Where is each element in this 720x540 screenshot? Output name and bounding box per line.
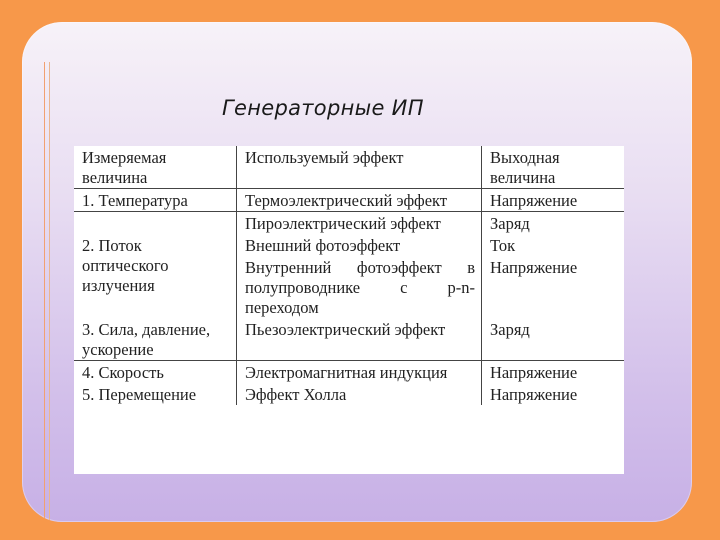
output-cell: Ток [490, 236, 516, 255]
quantity-cell: 2. Поток оптического излучения [82, 236, 169, 295]
effect-cell: Электромагнитная индукция [237, 361, 482, 384]
output-cell: Напряжение [490, 258, 578, 277]
quantity-cell: 5. Перемещение [82, 385, 197, 404]
effect-cell: Внешний фотоэффект [237, 234, 482, 256]
effect-cell: Эффект Холла [237, 383, 482, 405]
output-cell: Заряд [490, 214, 530, 233]
slide-card [22, 22, 692, 522]
output-cell: Напряжение [482, 189, 625, 212]
data-table [74, 146, 624, 474]
table-row [74, 189, 624, 212]
decorative-line [49, 62, 50, 522]
table-row [74, 318, 624, 361]
output-cell: Заряд [482, 318, 625, 361]
table-row [74, 361, 624, 384]
table-row [74, 234, 624, 256]
decorative-line [44, 62, 45, 522]
effect-cell: Пьезоэлектрический эффект [237, 318, 482, 361]
header-cell: Выходная величина [482, 146, 625, 189]
table-row [74, 212, 624, 235]
slide-title: Генераторные ИП [222, 96, 424, 120]
effect-cell: Термоэлектрический эффект [237, 189, 482, 212]
effect-cell: Пироэлектрический эффект [237, 212, 482, 235]
header-cell: Используемый эффект [237, 146, 482, 189]
output-cell: Напряжение [490, 385, 578, 404]
quantity-cell: 3. Сила, давление, ускорение [74, 318, 237, 361]
quantity-cell: 1. Температура [74, 189, 237, 212]
effect-cell: Внутренний фотоэффект в полупроводнике с p-n-переходом [237, 256, 482, 318]
table-row [74, 383, 624, 405]
quantity-cell [74, 212, 237, 235]
table-header-row [74, 146, 624, 189]
header-cell: Измеряемая величина [74, 146, 237, 189]
output-cell: Напряжение [490, 363, 578, 382]
quantity-cell: 4. Скорость [82, 363, 164, 382]
